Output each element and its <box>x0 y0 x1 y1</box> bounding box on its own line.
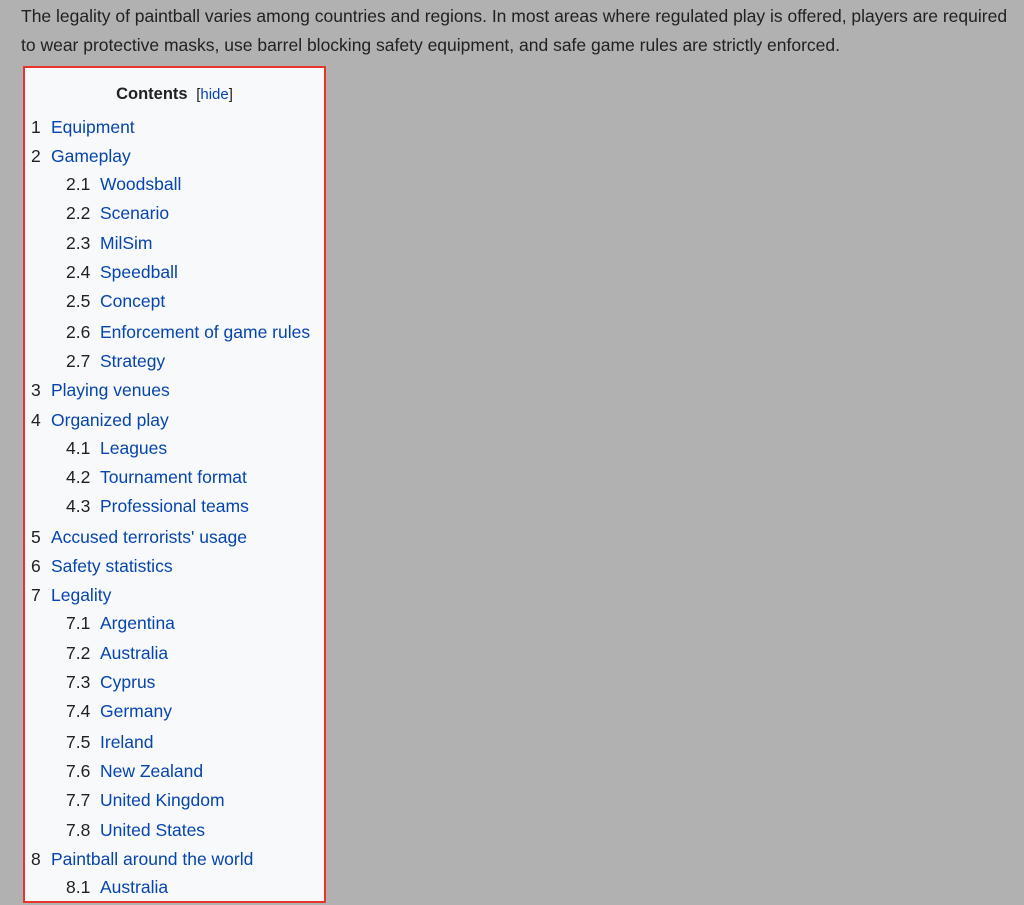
toc-toggle-open-bracket: [ <box>196 86 201 103</box>
toc-item-link[interactable]: Germany <box>100 701 172 721</box>
toc-item-number: 7.1 <box>66 613 91 633</box>
toc-item-number: 7.7 <box>66 790 91 810</box>
toc-item-link[interactable]: MilSim <box>100 233 153 253</box>
toc-item-4-3[interactable] <box>66 495 249 517</box>
toc-item-link[interactable]: Safety statistics <box>51 556 173 576</box>
toc-item-number: 2.3 <box>66 233 91 253</box>
toc-item-number: 2 <box>31 146 41 166</box>
toc-item-link[interactable]: Enforcement of game rules <box>100 322 311 342</box>
toc-item-link[interactable]: Concept <box>100 291 166 311</box>
toc-item-link[interactable]: Woodsball <box>100 174 182 194</box>
toc-item-7-5[interactable] <box>66 731 154 753</box>
toc-item-link[interactable]: United States <box>100 820 206 840</box>
toc-item-2-5[interactable] <box>66 290 165 312</box>
toc-item-number: 2.6 <box>66 322 91 342</box>
toc-item-2-3[interactable] <box>66 232 153 254</box>
toc-item-7-2[interactable] <box>66 642 168 664</box>
toc-item-number: 2.1 <box>66 174 91 194</box>
toc-item-link[interactable]: United Kingdom <box>100 790 225 810</box>
toc-item-number: 4.1 <box>66 438 91 458</box>
toc-item-number: 8 <box>31 849 41 869</box>
toc-item-4[interactable] <box>31 409 169 431</box>
toc-item-1[interactable] <box>31 116 135 138</box>
toc-item-7-6[interactable] <box>66 760 203 782</box>
toc-item-number: 7 <box>31 585 41 605</box>
toc-item-8[interactable] <box>31 848 253 870</box>
toc-item-link[interactable]: Legality <box>51 585 112 605</box>
toc-item-number: 7.8 <box>66 820 91 840</box>
toc-item-4-2[interactable] <box>66 466 247 488</box>
toc-item-number: 2.5 <box>66 291 91 311</box>
toc-item-number: 4.3 <box>66 496 91 516</box>
toc-item-link[interactable]: Accused terrorists' usage <box>51 527 247 547</box>
toc-item-number: 7.5 <box>66 732 91 752</box>
toc-item-7-1[interactable] <box>66 612 175 634</box>
toc-item-number: 4.2 <box>66 467 91 487</box>
toc-item-number: 3 <box>31 380 41 400</box>
toc-item-number: 4 <box>31 410 41 430</box>
toc-item-link[interactable]: Argentina <box>100 613 175 633</box>
toc-item-7[interactable] <box>31 584 111 606</box>
toc-item-number: 7.3 <box>66 672 91 692</box>
toc-item-7-4[interactable] <box>66 700 172 722</box>
toc-item-link[interactable]: Gameplay <box>51 146 131 166</box>
toc-item-2[interactable] <box>31 145 131 167</box>
toc-item-number: 7.6 <box>66 761 91 781</box>
toc-hide-link[interactable]: hide <box>200 86 229 103</box>
toc-item-number: 1 <box>31 117 41 137</box>
toc-item-2-1[interactable] <box>66 173 181 195</box>
table-of-contents <box>23 66 326 903</box>
toc-item-2-7[interactable] <box>66 350 165 372</box>
toc-item-7-3[interactable] <box>66 671 155 693</box>
toc-item-link[interactable]: New Zealand <box>100 761 204 781</box>
toc-item-number: 2.2 <box>66 203 91 223</box>
toc-item-4-1[interactable] <box>66 437 167 459</box>
toc-item-link[interactable]: Speedball <box>100 262 178 282</box>
toc-toggle <box>196 86 233 103</box>
toc-item-number: 5 <box>31 527 41 547</box>
toc-item-number: 7.4 <box>66 701 91 721</box>
toc-item-2-2[interactable] <box>66 202 169 224</box>
toc-item-number: 7.2 <box>66 643 91 663</box>
toc-item-link[interactable]: Leagues <box>100 438 168 458</box>
toc-title: Contents <box>116 85 188 103</box>
toc-item-number: 8.1 <box>66 877 91 897</box>
toc-item-number: 2.7 <box>66 351 91 371</box>
intro-paragraph: The legality of paintball varies among countries and regions. In most areas where regulated play is offered, players are required to wear protective masks, use barrel blocking safety equipment, and safe game rules are strictly enforced. <box>21 6 1008 55</box>
toc-item-link[interactable]: Equipment <box>51 117 135 137</box>
toc-item-link[interactable]: Cyprus <box>100 672 156 692</box>
toc-item-6[interactable] <box>31 555 173 577</box>
toc-item-number: 6 <box>31 556 41 576</box>
toc-item-3[interactable] <box>31 379 170 401</box>
toc-item-2-4[interactable] <box>66 261 178 283</box>
toc-item-2-6[interactable] <box>66 321 310 343</box>
toc-item-link[interactable]: Ireland <box>100 732 154 752</box>
toc-item-link[interactable]: Organized play <box>51 410 169 430</box>
toc-item-link[interactable]: Paintball around the world <box>51 849 254 869</box>
toc-item-link[interactable]: Tournament format <box>100 467 247 487</box>
toc-item-link[interactable]: Scenario <box>100 203 170 223</box>
toc-item-link[interactable]: Australia <box>100 643 169 663</box>
toc-header <box>25 83 324 106</box>
toc-item-link[interactable]: Playing venues <box>51 380 170 400</box>
toc-item-link[interactable]: Strategy <box>100 351 166 371</box>
toc-item-5[interactable] <box>31 526 247 548</box>
toc-item-number: 2.4 <box>66 262 91 282</box>
toc-item-7-7[interactable] <box>66 789 225 811</box>
toc-item-link[interactable]: Australia <box>100 877 169 897</box>
toc-item-7-8[interactable] <box>66 819 205 841</box>
toc-item-8-1[interactable] <box>66 876 168 898</box>
toc-toggle-close-bracket: ] <box>228 86 233 103</box>
toc-item-link[interactable]: Professional teams <box>100 496 249 516</box>
